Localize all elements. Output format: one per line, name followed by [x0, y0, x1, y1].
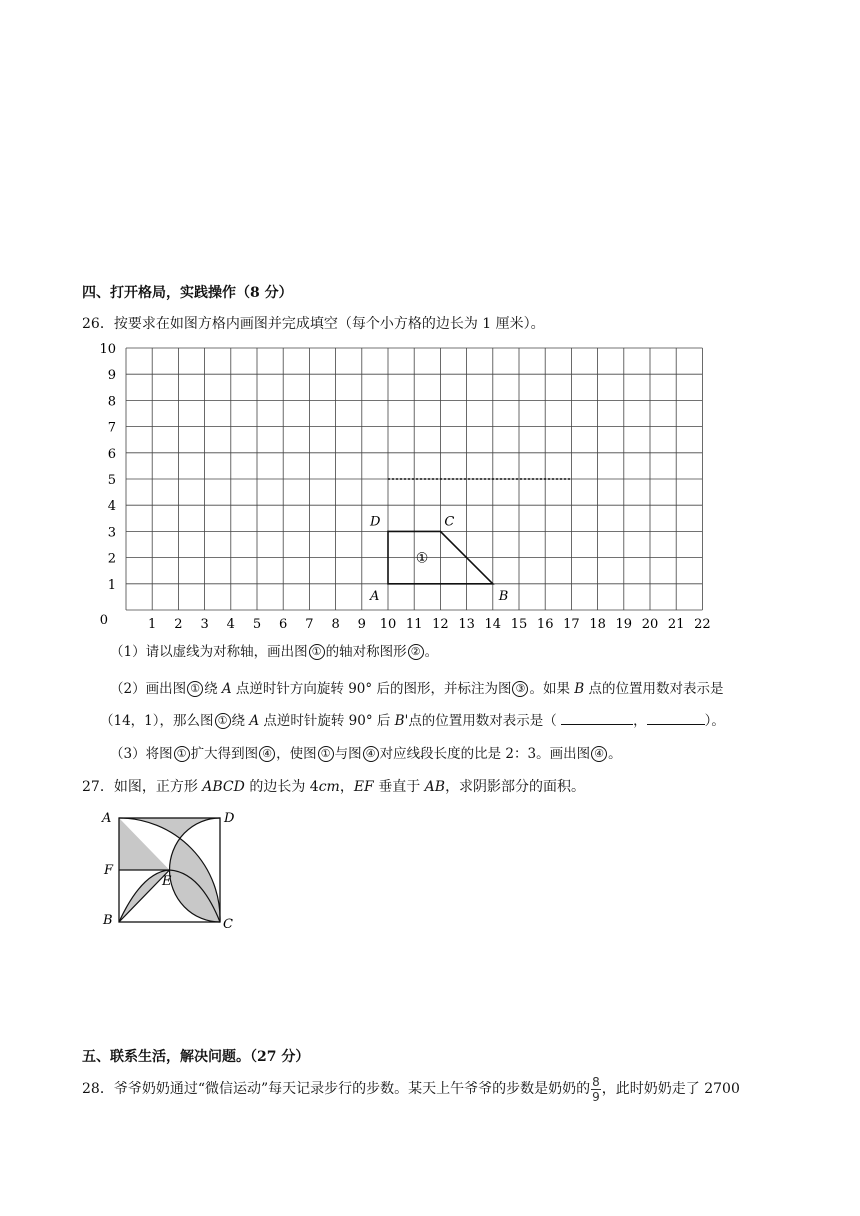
label-a: A [102, 811, 112, 826]
question-26-part-1: （1）请以虚线为对称轴，画出图 ① 的轴对称图形 ② 。 [110, 644, 439, 660]
vertex-label-c: C [444, 514, 455, 530]
x-tick-label: 6 [279, 617, 288, 632]
label-e: E [162, 874, 172, 889]
y-tick-label: 4 [107, 499, 116, 515]
y-tick-label: 5 [107, 473, 116, 488]
x-tick-label: 3 [200, 617, 209, 632]
y-tick-label: 9 [107, 368, 116, 384]
y-tick-label: 7 [107, 420, 116, 436]
label-f: F [104, 863, 114, 878]
coordinate-grid [80, 336, 740, 636]
x-tick-label: 14 [484, 617, 502, 632]
section-5-title: 五、联系生活，解决问题。（27 分） [82, 1049, 310, 1065]
answer-blank-y[interactable] [647, 712, 705, 725]
x-tick-label: 5 [252, 617, 262, 632]
question-26-part-2-line-1: （2）画出图 ① 绕 A 点逆时针方向旋转 90° 后的图形，并标注为图 ③ 。如果 B 点的位置用数对表示是 [110, 681, 724, 697]
x-tick-label: 13 [458, 617, 475, 632]
vertex-label-a: A [370, 588, 380, 604]
x-tick-label: 21 [667, 617, 685, 632]
x-tick-label: 10 [379, 617, 397, 632]
x-tick-label: 17 [563, 617, 580, 632]
x-tick-label: 11 [405, 617, 423, 632]
answer-blank-x[interactable] [561, 712, 633, 725]
vertex-label-b: B [498, 588, 509, 604]
origin-label: 0 [99, 613, 108, 628]
section-4-title: 四、打开格局，实践操作（8 分） [82, 285, 293, 301]
y-tick-label: 10 [99, 342, 116, 357]
label-b: B [103, 913, 113, 928]
y-tick-label: 2 [107, 551, 116, 567]
label-d: D [224, 811, 235, 826]
x-tick-label: 15 [510, 617, 528, 632]
question-26-part-2-line-2: （14，1），那么图 ① 绕 A 点逆时针旋转 90° 后 B'点的位置用数对表示是（ ， ）。 [100, 713, 725, 729]
shape-1-label: ① [415, 550, 429, 567]
x-tick-label: 4 [226, 617, 235, 632]
fraction-8-9: $\frac{8}{9}$ [592, 1074, 600, 1104]
x-tick-label: 2 [174, 617, 183, 632]
x-tick-label: 18 [589, 617, 606, 632]
question-26-stem: 26．按要求在如图方格内画图并完成填空（每个小方格的边长为 1 厘米）。 [82, 316, 545, 332]
x-tick-label: 9 [357, 617, 366, 632]
x-tick-label: 8 [331, 617, 340, 632]
x-tick-label: 22 [694, 617, 711, 632]
y-tick-label: 6 [107, 446, 116, 462]
vertex-label-d: D [370, 514, 381, 530]
y-tick-label: 8 [107, 394, 116, 410]
x-tick-label: 19 [615, 617, 633, 632]
x-tick-label: 7 [305, 617, 314, 632]
x-tick-label: 12 [432, 617, 449, 632]
x-tick-label: 16 [536, 617, 554, 632]
question-28-stem: 28．爷爷奶奶通过“微信运动”每天记录步行的步数。某天上午爷爷的步数是奶奶的 $\frac{8}{9}$ ，此时奶奶走了 2700 [82, 1074, 740, 1104]
question-26-part-3: （3）将图 ① 扩大得到图 ④ ，使图 ① 与图 ④ 对应线段长度的比是 2：3。画出图 ④ 。 [110, 746, 622, 762]
x-tick-label: 1 [148, 617, 157, 632]
label-c: C [223, 917, 233, 932]
y-tick-label: 1 [107, 577, 116, 593]
y-tick-label: 3 [107, 525, 116, 541]
square-figure [96, 806, 246, 932]
question-27-stem: 27．如图，正方形 ABCD 的边长为 4cm，EF 垂直于 AB，求阴影部分的面积。 [82, 779, 586, 795]
x-tick-label: 20 [641, 617, 659, 632]
